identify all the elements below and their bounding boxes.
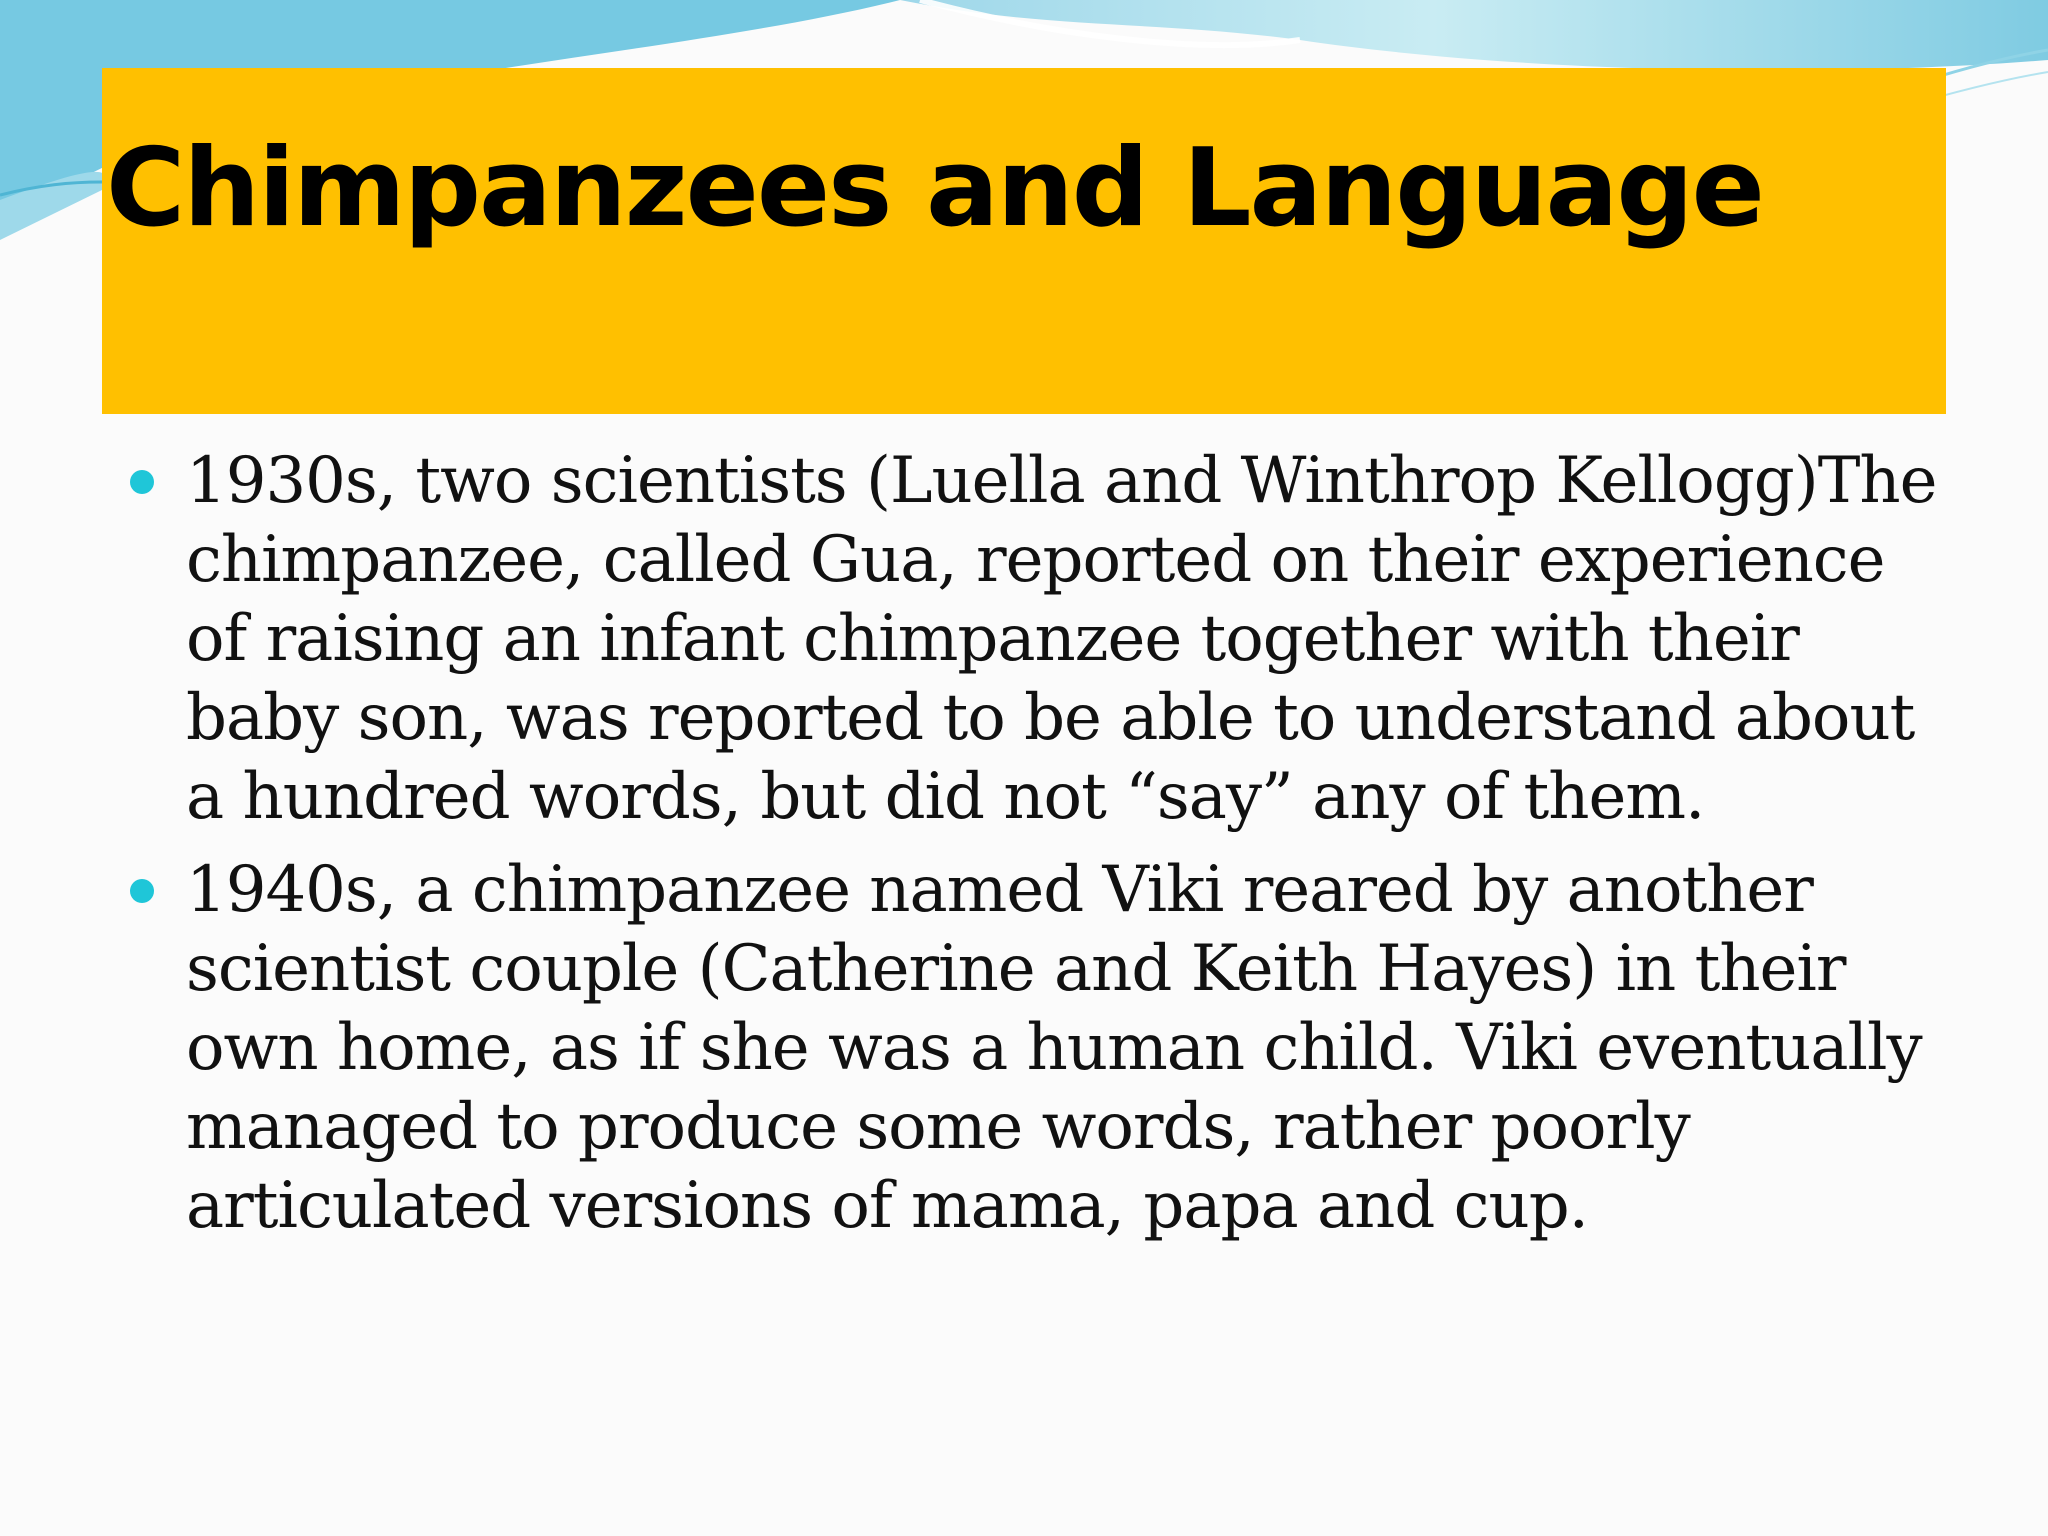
bullet-dot-icon [130, 879, 154, 903]
bullet-item-1930s [128, 442, 1948, 837]
bullet-list [128, 442, 1948, 1260]
bullet-item-1940s [128, 851, 1948, 1246]
bullet-dot-icon [130, 470, 154, 494]
bullet-text: 1940s, a chimpanzee named Viki reared by another scientist couple (Catherine and Keith Hayes) in their own home, as if she was a human child. Viki eventually managed to produce some words, rather poorly articulated versions of mama, papa and cup. [186, 853, 1922, 1243]
bullet-text: 1930s, two scientists (Luella and Winthrop Kellogg)The chimpanzee, called Gua, reported on their experience of raising an infant chimpanzee together with their baby son, was reported to be able to understand about a hundred words, but did not “say” any of them. [186, 444, 1937, 834]
slide-title: Chimpanzees and Language [106, 126, 1763, 251]
title-bar [102, 68, 1946, 414]
